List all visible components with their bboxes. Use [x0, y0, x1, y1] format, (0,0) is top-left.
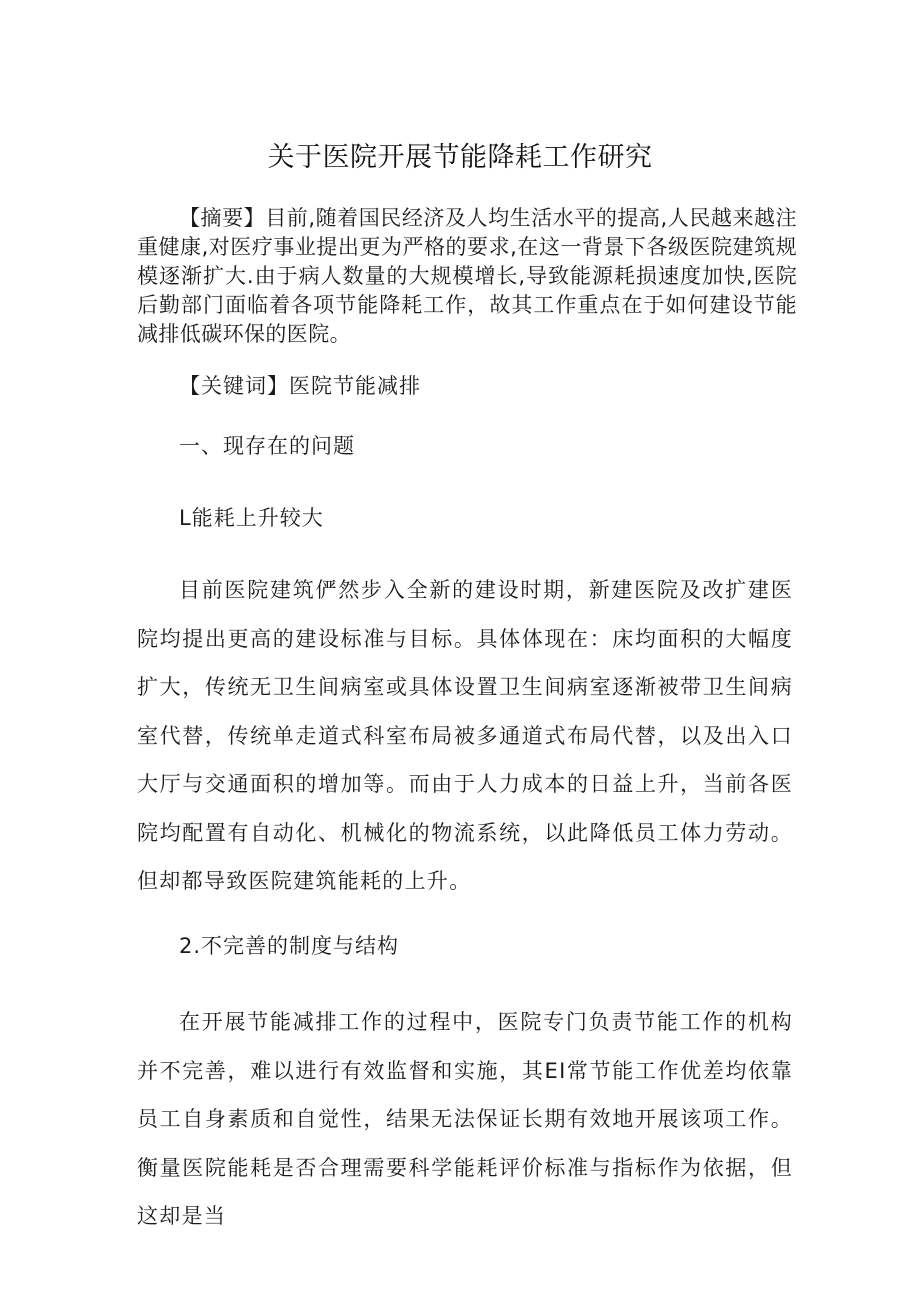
document-title: 关于医院开展节能降耗工作研究: [267, 142, 653, 173]
subsection-heading-system: 2.不完善的制度与结构: [179, 934, 400, 958]
keywords-line: 【关键词】医院节能减排: [179, 374, 421, 398]
section-heading: 一、现存在的问题: [179, 434, 355, 458]
abstract-paragraph: 【摘要】目前,随着国民经济及人均生活水平的提高,人民越来越注重健康,对医疗事业提出更为严格的要求,在这一背景下各级医院建筑规模逐渐扩大.由于病人数量的大规模增长,导致能源耗损速度加快,医院后勤部门面临着各项节能降耗工作，故其工作重点在于如何建设节能减排低碳环保的医院。: [137, 206, 797, 346]
body-paragraph-energy: 目前医院建筑俨然步入全新的建设时期，新建医院及改扩建医院均提出更高的建设标准与目标。具体体现在：床均面积的大幅度扩大，传统无卫生间病室或具体设置卫生间病室逐渐被带卫生间病室代替，传统单走道式科室布局被多通道式布局代替，以及出入口大厅与交通面积的增加等。而由于人力成本的日益上升，当前各医院均配置有自动化、机械化的物流系统，以此降低员工体力劳动。但却都导致医院建筑能耗的上升。: [137, 578, 793, 893]
body-paragraph-system: 在开展节能减排工作的过程中，医院专门负责节能工作的机构并不完善，难以进行有效监督和实施，其EI常节能工作优差均依靠员工自身素质和自觉性，结果无法保证长期有效地开展该项工作。衡量医院能耗是否合理需要科学能耗评价标准与指标作为依据，但这却是当: [137, 1010, 793, 1228]
subsection-heading-energy: L能耗上升较大: [179, 506, 324, 530]
